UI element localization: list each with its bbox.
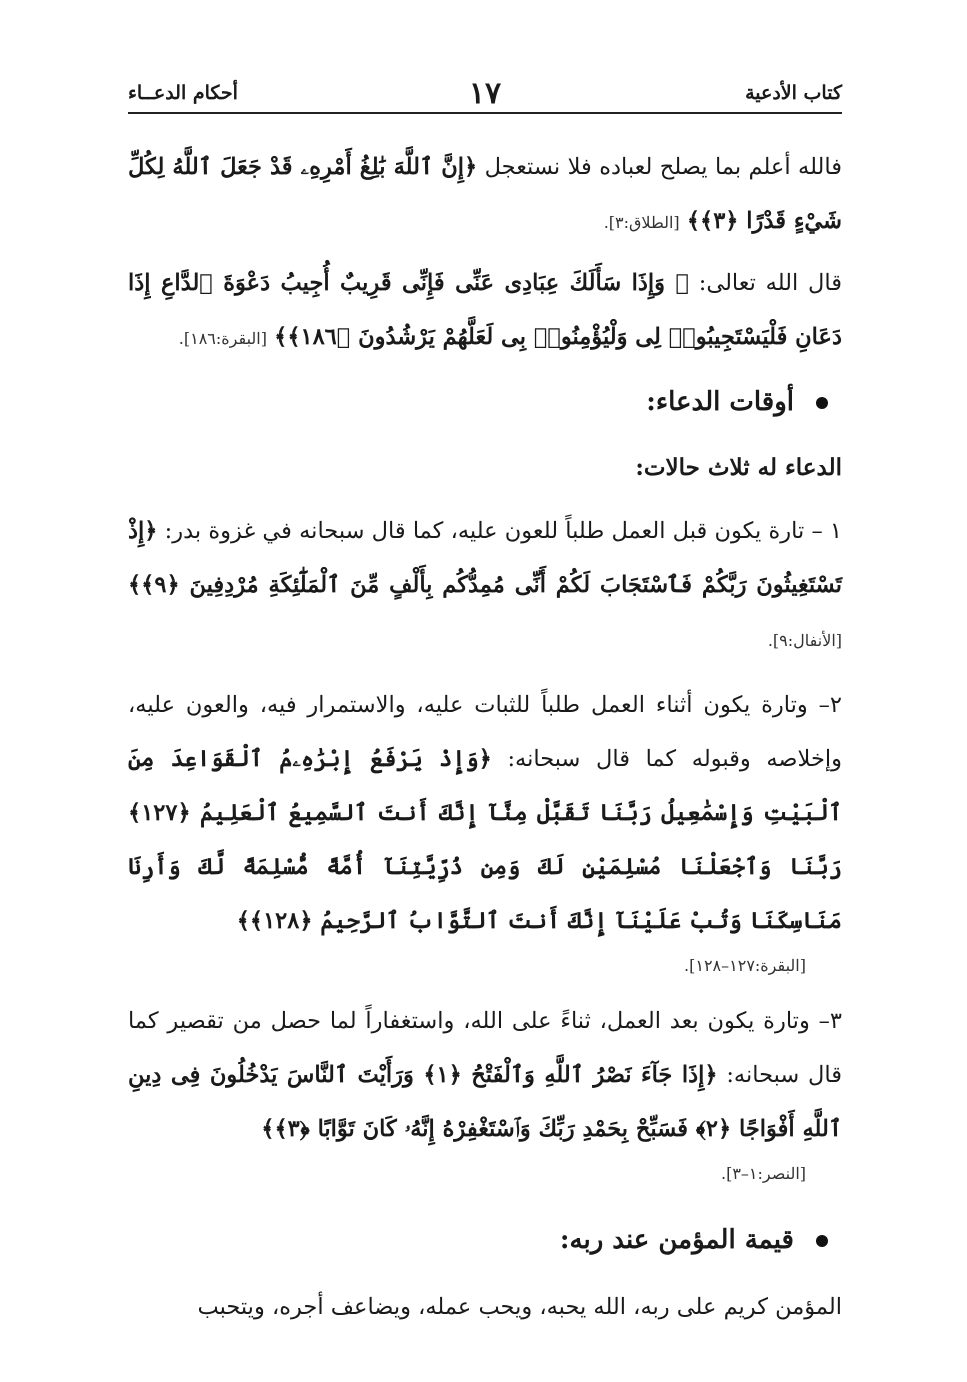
item-text: تارة يكون قبل العمل طلباً للعون عليه، كما قال سبحانه في غزوة بدر:: [164, 518, 805, 544]
bullet-icon: [816, 397, 828, 409]
chapter-title: أحكام الدعــاء: [128, 82, 238, 104]
page-number: ١٧: [468, 76, 502, 111]
verse-citation: [النصر:١–٣].: [721, 1164, 806, 1183]
item-number: ٣–: [818, 1008, 842, 1034]
heading-text: أوقات الدعاء:: [646, 387, 794, 417]
list-item: [128, 504, 842, 668]
list-item: [128, 994, 842, 1156]
verse-citation: [الطلاق:٣].: [603, 213, 680, 232]
bullet-icon: [816, 1235, 828, 1247]
quran-verse: ﴿إِذْ تَسْتَغِيثُونَ رَبَّكُمْ فَٱسْتَجَابَ لَكُمْ أَنِّى مُمِدُّكُم بِأَلْفٍ مِّنَ ٱلْمَلَٰٓئِكَةِ مُرْدِفِينَ ﴿٩﴾﴾: [128, 518, 842, 598]
verse-citation: [البقرة:١٢٧–١٢٨].: [684, 956, 806, 975]
quran-verse: ﴿ وَإِذَا سَأَلَكَ عِبَادِى عَنِّى فَإِنِّى قَرِيبٌ أُجِيبُ دَعْوَةَ ٱلدَّاعِ إِذَا دَعَانِ فَلْيَسْتَجِيبُوا۟ لِى وَلْيُؤْمِنُوا۟ بِى لَعَلَّهُمْ يَرْشُدُونَ ﴿١٨٦﴾﴾: [128, 270, 842, 350]
list-item: [128, 678, 842, 948]
verse-citation: [الأنفال:٩].: [767, 631, 842, 650]
book-title: كتاب الأدعية: [745, 82, 842, 104]
paragraph-1: [128, 140, 842, 250]
page-body: [128, 140, 842, 1340]
paragraph-text: قال الله تعالى:: [698, 270, 843, 296]
quran-verse: ﴿إِذَا جَآءَ نَصْرُ ٱللَّهِ وَٱلْفَتْحُ ﴿١﴾ وَرَأَيْتَ ٱلنَّاسَ يَدْخُلُونَ فِى دِينِ ٱللَّهِ أَفْوَاجًا ﴿٢﴾ فَسَبِّحْ بِحَمْدِ رَبِّكَ وَٱسْتَغْفِرْهُ إِنَّهُۥ كَانَ تَوَّابًا ﴿٣﴾﴾: [128, 1062, 842, 1142]
verse-citation: [البقرة:١٨٦].: [178, 329, 267, 348]
item-text: وتارة يكون بعد العمل، ثناءً على الله، واستغفاراً لما حصل من تقصير كما قال سبحانه:: [128, 1008, 843, 1088]
section-heading-believer-value: [128, 1210, 842, 1270]
paragraph-2: [128, 256, 842, 366]
section-heading-times: [128, 372, 842, 432]
heading-text: قيمة المؤمن عند ربه:: [559, 1225, 794, 1255]
quran-verse: ﴿إِنَّ ٱللَّهَ بَٰلِغُ أَمْرِهِۦ قَدْ جَعَلَ ٱللَّهُ لِكُلِّ شَيْءٍ قَدْرًا ﴿٣﴾﴾: [128, 154, 842, 234]
item-number: ٢–: [818, 692, 842, 718]
subheading: الدعاء له ثلاث حالات:: [635, 454, 842, 481]
quran-verse: ﴿وَإِذْ يَرْفَعُ إِبْرَٰهِۦمُ ٱلْقَوَاعِدَ مِنَ ٱلْبَيْتِ وَإِسْمَٰعِيلُ رَبَّنَا تَقَبَّلْ مِنَّآ إِنَّكَ أَنتَ ٱلسَّمِيعُ ٱلْعَلِيمُ ﴿١٢٧﴾ رَبَّنَا وَٱجْعَلْنَا مُسْلِمَيْنِ لَكَ وَمِن ذُرِّيَّتِنَآ أُمَّةً مُّسْلِمَةً لَّكَ وَأَرِنَا مَنَاسِكَنَا وَتُبْ عَلَيْنَآ إِنَّكَ أَنتَ ٱلتَّوَّابُ ٱلرَّحِيمُ ﴿١٢٨﴾﴾: [128, 746, 842, 934]
paragraph-text: فالله أعلم بما يصلح لعباده فلا نستعجل: [484, 154, 843, 180]
paragraph-3: المؤمن كريم على ربه، الله يحبه، ويحب عمله، ويضاعف أجره، ويتحبب: [197, 1294, 842, 1320]
item-number: ١ –: [811, 518, 842, 544]
item-text: وتارة يكون أثناء العمل طلباً للثبات عليه، والاستمرار فيه، والعون عليه، وإخلاصه وقبوله كما قال سبحانه:: [128, 692, 842, 772]
page-header: [128, 78, 842, 114]
